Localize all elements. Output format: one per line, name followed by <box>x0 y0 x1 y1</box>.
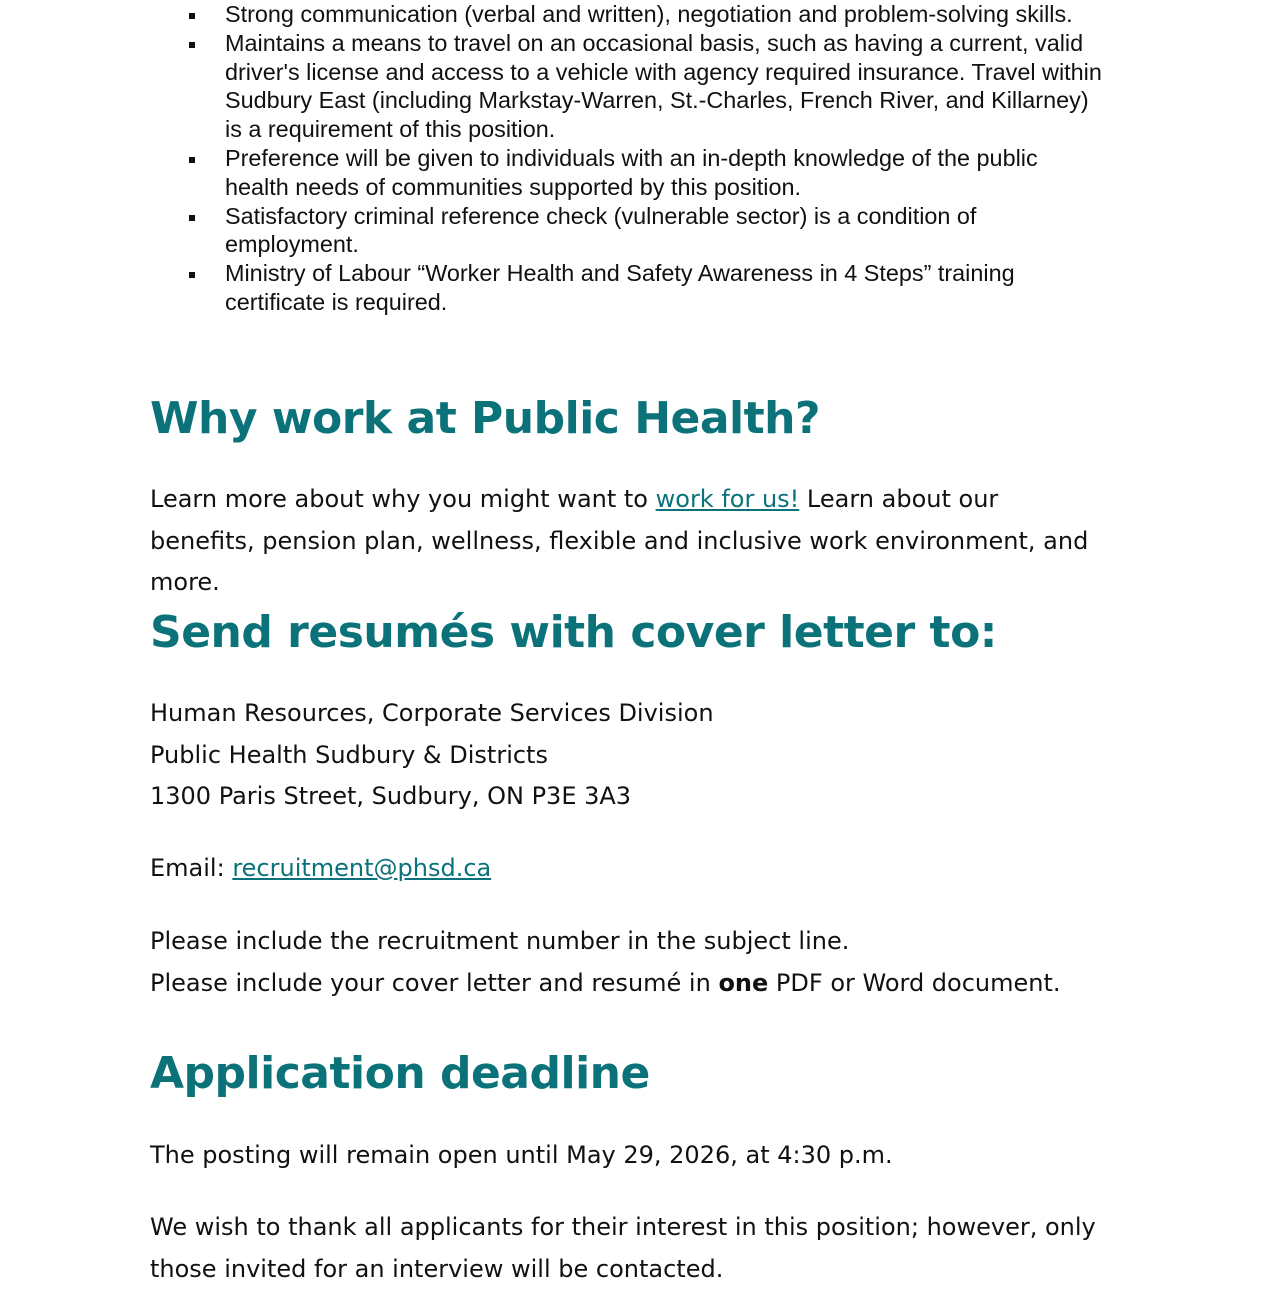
work-for-us-link[interactable]: work for us! <box>655 485 800 513</box>
single-document-note: Please include your cover letter and resumé in one PDF or Word document. <box>150 968 1061 997</box>
why-work-heading: Why work at Public Health? <box>150 393 821 444</box>
thanks-paragraph: We wish to thank all applicants for their interest in this position; however, only those invited for an interview will be contacted. <box>150 1213 1096 1283</box>
email-line: Email: recruitment@phsd.ca <box>150 854 492 882</box>
list-item: Strong communication (verbal and written), negotiation and problem-solving skills. <box>185 0 1105 29</box>
address-line: Human Resources, Corporate Services Division <box>150 699 714 727</box>
why-work-paragraph: Learn more about why you might want to work for us! Learn about our benefits, pension plan, wellness, flexible and inclusive work environment, and more. <box>150 485 1089 596</box>
deadline-text: The posting will remain open until May 29, 2026, at 4:30 p.m. <box>150 1141 893 1169</box>
send-resumes-heading: Send resumés with cover letter to: <box>150 607 997 658</box>
square-bullet-icon <box>189 13 195 19</box>
square-bullet-icon <box>189 272 195 278</box>
address-line: Public Health Sudbury & Districts <box>150 740 548 769</box>
address-line: 1300 Paris Street, Sudbury, ON P3E 3A3 <box>150 782 632 810</box>
list-item: Maintains a means to travel on an occasional basis, such as having a current, valid driver's license and access to a vehicle with agency required insurance. Travel within Sudbury East (including Markstay-Warren, St.-Charles, French River, and Killarney) is a requirement of this position. <box>185 29 1105 144</box>
subject-line-note: Please include the recruitment number in the subject line. <box>150 927 850 955</box>
mailing-address <box>150 693 1110 818</box>
square-bullet-icon <box>189 42 195 48</box>
recruitment-email-link[interactable]: recruitment@phsd.ca <box>232 854 492 882</box>
application-deadline-heading: Application deadline <box>150 1048 650 1099</box>
list-item: Preference will be given to individuals with an in-depth knowledge of the public health needs of communities supported by this position. <box>185 144 1105 202</box>
list-item: Satisfactory criminal reference check (vulnerable sector) is a condition of employment. <box>185 202 1105 260</box>
square-bullet-icon <box>189 215 195 221</box>
submission-notes <box>150 921 1110 1004</box>
square-bullet-icon <box>189 157 195 163</box>
requirements-list <box>185 0 1105 317</box>
list-item: Ministry of Labour “Worker Health and Safety Awareness in 4 Steps” training certificate is required. <box>185 259 1105 317</box>
